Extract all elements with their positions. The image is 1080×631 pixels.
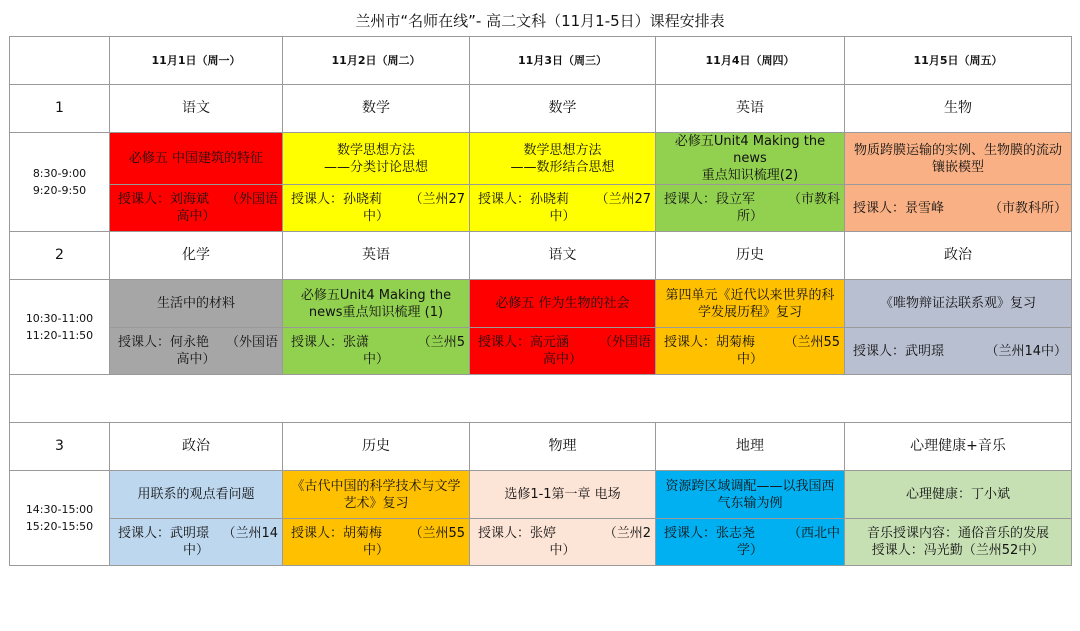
slot-number: 1 bbox=[10, 85, 110, 133]
topic-cell: 必修五 中国建筑的特征 bbox=[110, 133, 283, 185]
subject-row bbox=[10, 423, 1072, 471]
teacher-cell: 授课人：张志尧 （西北中 学） bbox=[656, 519, 845, 566]
break-row bbox=[10, 375, 1072, 423]
time-cell bbox=[10, 133, 110, 232]
teacher-cell: 授课人：孙晓莉 （兰州27 中） bbox=[470, 185, 656, 232]
subject-cell: 地理 bbox=[656, 423, 845, 471]
subject-cell: 心理健康+音乐 bbox=[845, 423, 1072, 471]
teacher-cell: 授课人：张婷 （兰州2 中） bbox=[470, 519, 656, 566]
header-row bbox=[10, 37, 1072, 85]
slot-number: 3 bbox=[10, 423, 110, 471]
subject-row bbox=[10, 232, 1072, 280]
subject-cell: 历史 bbox=[656, 232, 845, 280]
break-cell bbox=[10, 375, 1072, 423]
schedule-table bbox=[9, 36, 1072, 566]
teacher-cell: 授课人：刘海斌 （外国语 高中） bbox=[110, 185, 283, 232]
teacher-cell: 授课人：武明璟 （兰州14 中） bbox=[110, 519, 283, 566]
topic-cell: 用联系的观点看问题 bbox=[110, 471, 283, 519]
day-header: 11月5日（周五） bbox=[845, 37, 1072, 85]
topic-cell: 第四单元《近代以来世界的科 学发展历程》复习 bbox=[656, 280, 845, 328]
subject-cell: 英语 bbox=[656, 85, 845, 133]
teacher-cell: 授课人：高元涵 （外国语 高中） bbox=[470, 328, 656, 375]
topic-cell: 心理健康：丁小斌 bbox=[845, 471, 1072, 519]
teacher-cell: 授课人：景雪峰 （市教科所） bbox=[845, 185, 1072, 232]
day-header: 11月1日（周一） bbox=[110, 37, 283, 85]
subject-cell: 语文 bbox=[470, 232, 656, 280]
time-end: 15:20-15:50 bbox=[25, 520, 94, 533]
topic-row bbox=[10, 471, 1072, 519]
topic-cell: 《古代中国的科学技术与文学 艺术》复习 bbox=[283, 471, 470, 519]
teacher-cell: 授课人：胡菊梅 （兰州55 中） bbox=[283, 519, 470, 566]
topic-cell: 物质跨膜运输的实例、生物膜的流动 镶嵌模型 bbox=[845, 133, 1072, 185]
topic-cell: 选修1-1第一章 电场 bbox=[470, 471, 656, 519]
topic-cell: 必修五Unit4 Making the news重点知识梳理 (1) bbox=[283, 280, 470, 328]
topic-row bbox=[10, 133, 1072, 185]
teacher-cell: 授课人：段立军 （市教科 所） bbox=[656, 185, 845, 232]
subject-cell: 化学 bbox=[110, 232, 283, 280]
topic-cell: 必修五 作为生物的社会 bbox=[470, 280, 656, 328]
corner-cell bbox=[10, 37, 110, 85]
time-start: 14:30-15:00 bbox=[25, 503, 94, 516]
subject-cell: 政治 bbox=[845, 232, 1072, 280]
teacher-cell: 音乐授课内容：通俗音乐的发展 授课人：冯光勤（兰州52中） bbox=[845, 519, 1072, 566]
subject-cell: 历史 bbox=[283, 423, 470, 471]
topic-cell: 资源跨区域调配——以我国西 气东输为例 bbox=[656, 471, 845, 519]
teacher-cell: 授课人：胡菊梅 （兰州55 中） bbox=[656, 328, 845, 375]
topic-cell: 数学思想方法 ——数形结合思想 bbox=[470, 133, 656, 185]
teacher-cell: 授课人：孙晓莉 （兰州27 中） bbox=[283, 185, 470, 232]
day-header: 11月2日（周二） bbox=[283, 37, 470, 85]
subject-cell: 英语 bbox=[283, 232, 470, 280]
teacher-cell: 授课人：何永艳 （外国语 高中） bbox=[110, 328, 283, 375]
subject-cell: 物理 bbox=[470, 423, 656, 471]
topic-row bbox=[10, 280, 1072, 328]
teacher-row bbox=[10, 328, 1072, 375]
page-title: 兰州市“名师在线”- 高二文科（11月1-5日）课程安排表 bbox=[355, 12, 725, 30]
subject-cell: 数学 bbox=[283, 85, 470, 133]
topic-cell: 数学思想方法 ——分类讨论思想 bbox=[283, 133, 470, 185]
day-header: 11月4日（周四） bbox=[656, 37, 845, 85]
time-cell bbox=[10, 471, 110, 566]
teacher-row bbox=[10, 185, 1072, 232]
time-start: 10:30-11:00 bbox=[25, 312, 94, 325]
teacher-cell: 授课人：张潇 （兰州5 中） bbox=[283, 328, 470, 375]
subject-cell: 语文 bbox=[110, 85, 283, 133]
time-cell bbox=[10, 280, 110, 375]
time-start: 8:30-9:00 bbox=[32, 167, 87, 180]
teacher-row bbox=[10, 519, 1072, 566]
time-end: 9:20-9:50 bbox=[32, 184, 87, 197]
subject-row bbox=[10, 85, 1072, 133]
slot-number: 2 bbox=[10, 232, 110, 280]
subject-cell: 数学 bbox=[470, 85, 656, 133]
day-header: 11月3日（周三） bbox=[470, 37, 656, 85]
topic-cell: 《唯物辩证法联系观》复习 bbox=[845, 280, 1072, 328]
subject-cell: 生物 bbox=[845, 85, 1072, 133]
topic-cell: 必修五Unit4 Making the news 重点知识梳理(2) bbox=[656, 133, 845, 185]
time-end: 11:20-11:50 bbox=[25, 329, 94, 342]
subject-cell: 政治 bbox=[110, 423, 283, 471]
topic-cell: 生活中的材料 bbox=[110, 280, 283, 328]
teacher-cell: 授课人：武明璟 （兰州14中） bbox=[845, 328, 1072, 375]
